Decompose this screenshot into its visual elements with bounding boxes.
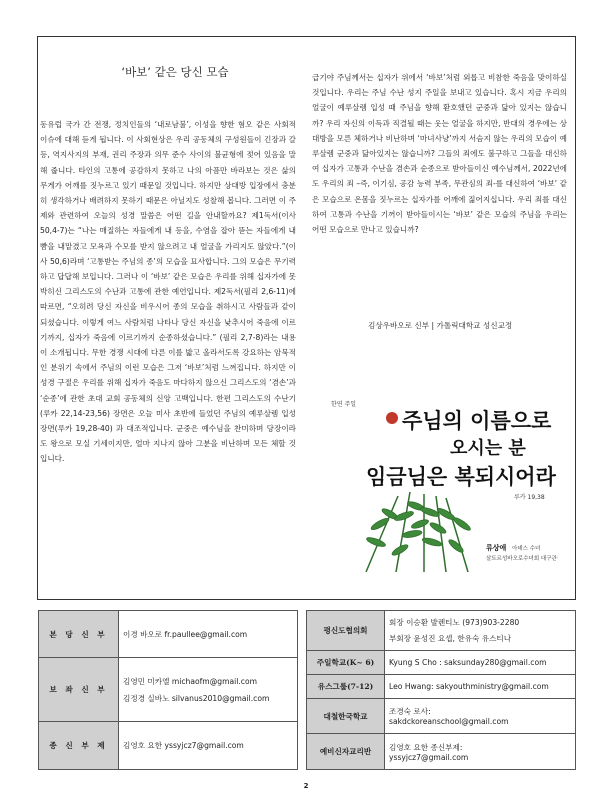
org-label: 주일학교(K~ 6): [307, 651, 385, 675]
staff-value-line: 김정경 실바노 silvanus2010@gmail.com: [123, 693, 270, 703]
org-value-line: 회장 이승환 발렌티노 (973)903-2280: [389, 618, 520, 627]
staff-label: 본 당 신 부: [39, 611, 119, 658]
staff-value: 이경 바오로 fr.paullee@gmail.com: [119, 611, 298, 658]
staff-value-line: 김영민 미카엘 michaofm@gmail.com: [123, 676, 258, 686]
table-row: [39, 722, 298, 770]
artwork-caption-small: 한연 주일: [331, 401, 357, 408]
staff-value: [119, 658, 298, 722]
article-column-right: 급기야 주님께서는 십자가 위에서 ‘바보’처럼 외롭고 비참한 죽음을 맞이하실 것입니다. 우리는 주님 수난 성지 주일을 보내고 있습니다. 혹시 지금 우리의 얼굴이 예루살렘 입성 때 주님을 향해 환호했던 군중과 닮아 있지는 않습니까? 우리 자신의 이득과 직결될 때는 웃는 얼굴을 하지만, 반대의 경우에는 상대방을 모른 체하거나 비난하며 ‘마녀사냥’까지 서슴지 않는 우리의 모습이 예루살렘 군중과 닮아있지는 않습니까? 그들의 죄에도 불구하고 그들을 대신하여 십자가 고통과 수난을 겸손과 순종으로 받아들이신 예수님께서, 2022년에도 우리의 죄 –즉, 이기심, 공감 능력 부족, 무관심의 죄-를 대신하여 ‘바보’ 같은 모습으로 온몸을 짓누르는 십자가를 어깨에 짊어지십니다. 우리 죄를 대신하여 고통과 수난을 기꺼이 받아들이시는 ‘바보’ 같은 모습의 주님을 우리는 어떤 모습으로 만나고 있습니까?: [312, 73, 567, 235]
page-number: 2: [303, 782, 309, 790]
artist-org: 살트르성바오로수녀회 대구관구: [486, 556, 558, 562]
article-title: ‘바보’ 같은 당신 모습: [121, 65, 229, 79]
table-row: [39, 611, 298, 658]
staff-label: 보 좌 신 부: [39, 658, 119, 722]
calligraphy-artwork: [328, 396, 558, 572]
org-value-line: 김영호 요한 종신부제:: [389, 742, 463, 752]
artist-name: 류상애: [486, 544, 507, 552]
artwork-line-1: 주님의 이름으로: [402, 408, 552, 433]
table-row: [307, 611, 576, 651]
org-label: 예비신자교리반: [307, 734, 385, 770]
table-row: [307, 734, 576, 770]
org-value-line: 조경숙 로사:: [389, 707, 431, 716]
org-table: [306, 610, 576, 770]
org-value-line: yssyjcz7@gmail.com: [389, 752, 469, 762]
table-row: [307, 651, 576, 675]
org-label: 유스그룹(7-12): [307, 675, 385, 699]
calligraphy-svg: [328, 396, 558, 572]
staff-label: 종 신 부 제: [39, 722, 119, 770]
table-row: [307, 675, 576, 699]
org-value: [385, 611, 576, 651]
org-label: 대철한국학교: [307, 699, 385, 734]
org-value: Kyung S Cho : saksunday280@gmail.com: [385, 651, 576, 675]
artwork-reference: 루카 19,38: [514, 494, 545, 501]
org-value: [385, 699, 576, 734]
org-value: Leo Hwang: sakyouthministry@gmail.com: [385, 675, 576, 699]
staff-value: 김영호 요한 yssyjcz7@gmail.com: [119, 722, 298, 770]
artist-title: 아녜스 수녀: [512, 546, 541, 552]
staff-table: [38, 610, 298, 770]
artwork-line-2: 오시는 분: [450, 438, 526, 459]
org-value: [385, 734, 576, 770]
seal-icon: [386, 412, 398, 424]
palm-branches-icon: [366, 492, 472, 572]
table-row: [307, 699, 576, 734]
article-column-left: 동유럽 국가 간 전쟁, 정치인들의 ‘내로남불’, 이성을 향한 혐오 같은 사회적 이슈에 대해 듣게 됩니다. 이 사회현상은 우리 공동체의 구성원들이 긴장과 갈등, 역지사지의 부재, 권리 주장과 의무 준수 사이의 불균형에 젖어 있음을 말해 줍니다. 타인의 고통에 공감하지 못하고 나의 아픔만 바라보는 것은 삶의 무게가 어깨를 짓누르고 있기 때문일 것입니다. 하지만 상대방 입장에서 충분히 생각하거나 배려하지 못하기 때문은 아닐지도 성찰해 봅니다. 그러면 이 주제와 관련하여 오늘의 성경 말씀은 어떤 길을 안내할까요? 제1독서(이사 50,4-7)는 “나는 매질하는 자들에게 내 등을, 수염을 잡아 뜯는 자들에게 내 뺨을 내맡겼고 모욕과 수모를 받지 않으려고 내 얼굴을 가리지도 않았다.”(이사 50,6)라며 ‘고통받는 주님의 종’의 모습을 묘사합니다. 그의 모습은 무기력하고 답답해 보입니다. 그러나 이 ‘바보’ 같은 모습은 우리를 위해 십자가에 못 박히신 그리스도의 수난과 고통에 관한 예언입니다. 제2독서(필리 2,6-11)에 따르면, “오히려 당신 자신을 비우시어 종의 모습을 취하시고 사람들과 같이 되셨습니다. 이렇게 여느 사람처럼 나타나 당신 자신을 낮추시어 죽음에 이르기까지, 십자가 죽음에 이르기까지 순종하셨습니다.” (필리 2,7-8)라는 내용이 소개됩니다. 무한 경쟁 시대에 다른 이를 밟고 올라서도록 강요하는 암묵적인 분위기 속에서 주님의 이런 모습은 그저 ‘바보’처럼 느껴집니다. 하지만 이 성경 구절은 우리를 위해 십자가 죽음도 마다하지 않으신 그리스도의 ‘겸손’과 ‘순종’에 관한 초대 교회 공동체의 신앙 고백입니다. 한편 그리스도의 수난기(루카 22,14-23,56) 장면은 오늘 미사 초반에 들었던 주님의 예루살렘 입성 장면(루카 19,28-40) 과 대조적입니다. 군중은 예수님을 찬미하며 당장이라도 왕으로 모실 기세이지만, 얼마 지나지 않아 그분을 비난하며 모든 체할 것입니다.: [40, 120, 296, 464]
artwork-line-3: 임금님은 복되시어라: [366, 464, 556, 489]
org-value-line: sakdckoreanschool@gmail.com: [389, 717, 509, 726]
org-label: 평신도협의회: [307, 611, 385, 651]
table-row: [39, 658, 298, 722]
org-value-line: 부회장 윤성진 요셉, 한유숙 유스티나: [389, 634, 512, 643]
article-byline: 김상우바오로 신부 | 가톨릭대학교 성신교정: [368, 321, 513, 330]
